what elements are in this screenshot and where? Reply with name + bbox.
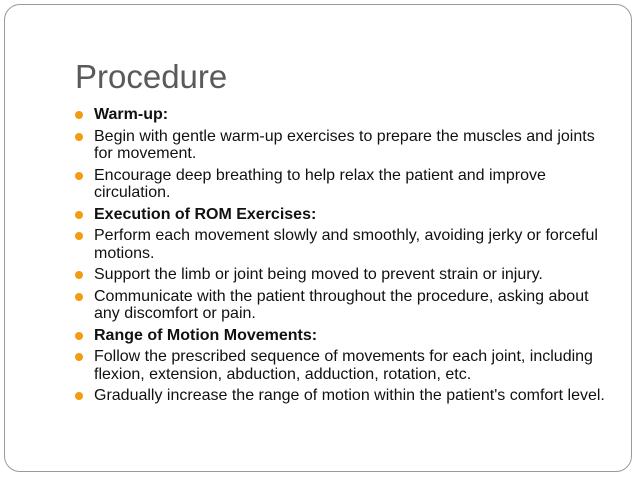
bullet-dot-icon [75,392,83,400]
bullet-dot-icon [75,353,83,361]
list-item [75,387,615,405]
list-item-text: Encourage deep breathing to help relax the patient and improve circulation. [94,166,546,201]
list-item [75,266,615,284]
list-item-text: Execution of ROM Exercises: [94,205,317,223]
bullet-dot-icon [75,232,83,240]
bullet-dot-icon [75,133,83,141]
bullet-dot-icon [75,211,83,219]
list-item-text: Follow the prescribed sequence of movements for each joint, including flexion, extension, abduction, adduction, rotation, etc. [94,348,593,383]
list-item [75,288,615,323]
list-item-text: Warm-up: [94,106,169,123]
slide [4,4,632,472]
list-item-text: Begin with gentle warm-up exercises to prepare the muscles and joints for movement. [94,127,595,162]
list-item [75,106,615,124]
list-item-text: Range of Motion Movements: [94,326,318,344]
bullet-dot-icon [75,332,83,340]
bullet-dot-icon [75,172,83,180]
list-item-text: Perform each movement slowly and smoothly, avoiding jerky or forceful motions. [94,227,598,262]
list-item [75,227,615,262]
list-item [75,128,615,163]
bullet-dot-icon [75,111,83,119]
list-item [75,206,615,224]
list-item-text: Support the limb or joint being moved to prevent strain or injury. [94,266,543,283]
list-item-text: Gradually increase the range of motion within the patient's comfort level. [94,387,605,404]
list-item [75,327,615,345]
list-item [75,167,615,202]
bullet-dot-icon [75,293,83,301]
bullet-dot-icon [75,271,83,279]
list-item [75,348,615,383]
bullet-list [75,106,615,409]
list-item-text: Communicate with the patient throughout the procedure, asking about any discomfort or pain. [94,287,589,322]
slide-title: Procedure [75,58,228,95]
